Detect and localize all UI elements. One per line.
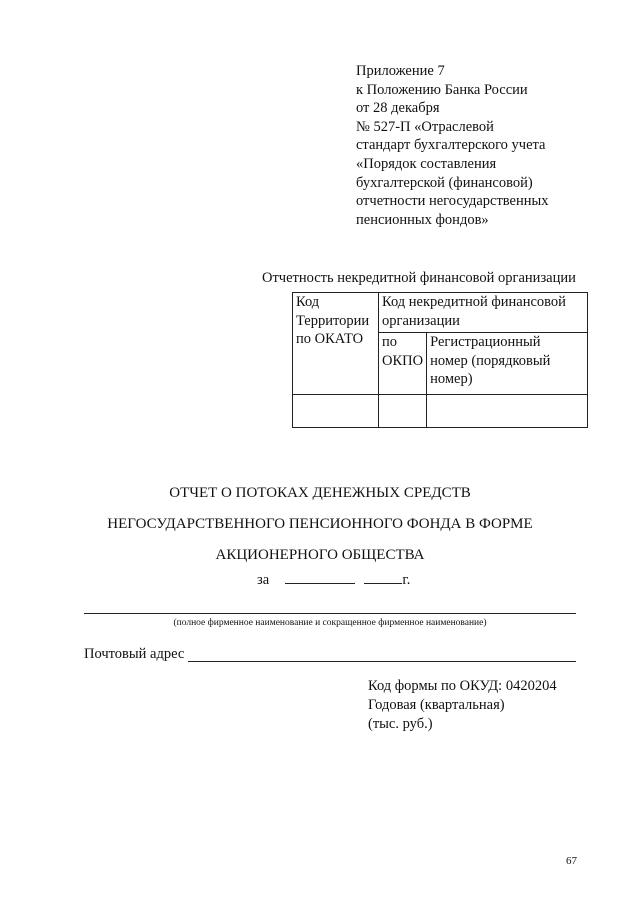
okato-value-cell [293,395,379,428]
codes-table [292,292,588,428]
period-blank-day [285,571,355,584]
org-name-field-line [84,613,576,614]
page-number: 67 [566,855,577,867]
period-prefix: за [257,572,270,588]
reg-number-value-cell [427,395,588,428]
org-code-header-line: Код некредитной финансовой [382,294,566,310]
report-title [60,478,580,571]
appendix-line: от 28 декабря [356,100,440,117]
postal-address-label: Почтовый адрес [84,646,185,662]
okpo-header-cell [379,333,427,395]
org-reporting-caption: Отчетность некредитной финансовой организации [262,270,576,286]
title-line: ОТЧЕТ О ПОТОКАХ ДЕНЕЖНЫХ СРЕДСТВ [169,485,471,501]
appendix-line: к Положению Банка России [356,81,528,98]
okpo-line: по [382,334,398,350]
org-code-header-cell [379,293,588,333]
form-info-line: (тыс. руб.) [368,715,433,732]
postal-address-field-line [188,661,576,662]
report-period [257,571,410,589]
appendix-line: «Порядок составления [356,155,497,172]
okato-header-cell [293,293,379,395]
period-suffix: г. [402,572,411,588]
org-name-caption: (полное фирменное наименование и сокращенное фирменное наименование) [173,618,487,628]
title-line: НЕГОСУДАРСТВЕННОГО ПЕНСИОННОГО ФОНДА В ФОРМЕ [107,516,533,532]
appendix-line: бухгалтерской (финансовой) [356,174,533,191]
appendix-reference [356,62,606,229]
form-code-info [368,677,557,733]
title-line: АКЦИОНЕРНОГО ОБЩЕСТВА [215,547,425,563]
appendix-line: пенсионных фондов» [356,211,489,228]
okato-line: Территории [296,312,370,329]
form-info-line: Код формы по ОКУД: 0420204 [368,678,557,694]
form-info-line: Годовая (квартальная) [368,696,505,713]
okato-line: Код [296,294,320,310]
okato-line: по ОКАТО [296,331,364,348]
appendix-line: № 527-П «Отраслевой [356,118,494,135]
appendix-line: стандарт бухгалтерского учета [356,137,546,154]
reg-number-header-cell [427,333,588,395]
okpo-value-cell [379,395,427,428]
org-code-header-line: организации [382,312,460,329]
appendix-line: отчетности негосударственных [356,193,549,210]
okpo-line: ОКПО [382,352,424,369]
reg-number-line: Регистрационный [430,334,541,350]
period-blank-year [364,571,402,584]
reg-number-line: номер) [430,371,473,388]
appendix-line: Приложение 7 [356,63,445,79]
reg-number-line: номер (порядковый [430,352,551,369]
